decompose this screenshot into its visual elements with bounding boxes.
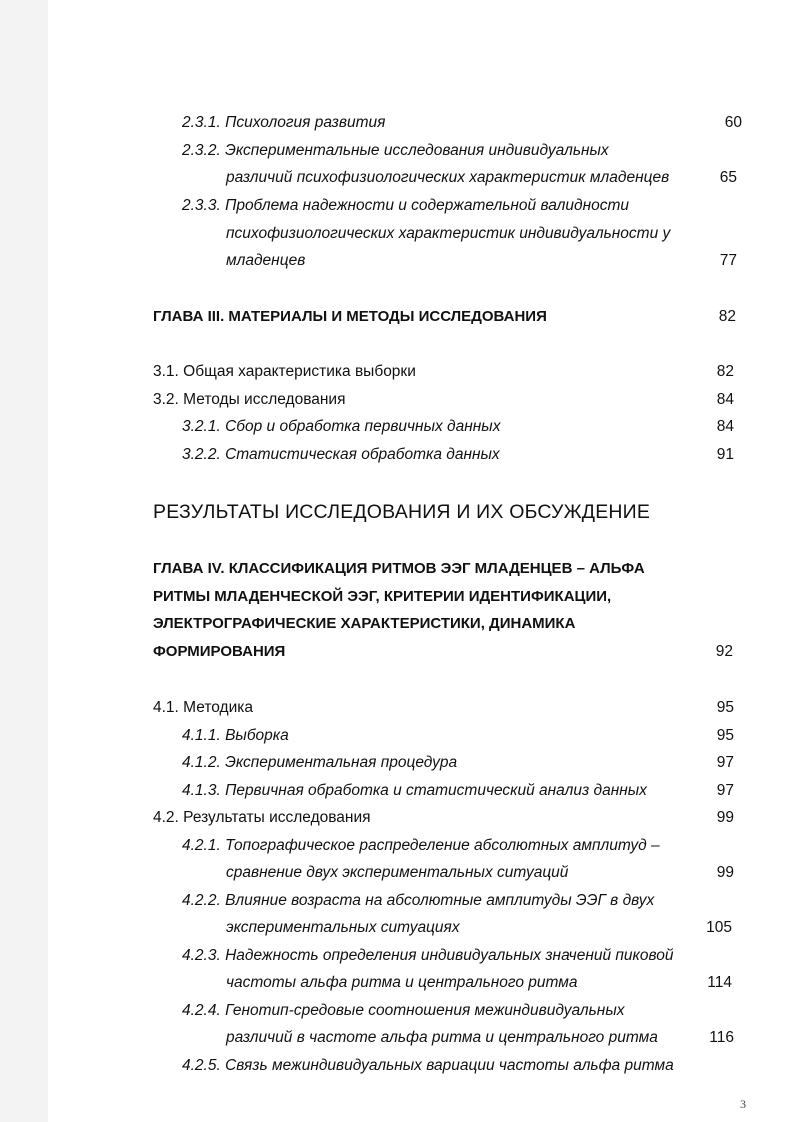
toc-entry-4-2-3-line1: 4.2.3. Надежность определения индивидуальных значений пиковой: [182, 947, 674, 964]
toc-entry-4-2-2-line1: 4.2.2. Влияние возраста на абсолютные амплитуды ЭЭГ в двух: [182, 892, 655, 909]
toc-page-2-3-2: 65: [719, 169, 737, 186]
toc-part-results: РЕЗУЛЬТАТЫ ИССЛЕДОВАНИЯ И ИХ ОБСУЖДЕНИЕ: [153, 501, 651, 523]
toc-page-3-2: 84: [716, 391, 734, 408]
toc-page-4-1-1: 95: [716, 727, 734, 744]
toc-page-4-1-3: 97: [716, 782, 734, 799]
toc-page-4-2: 99: [716, 809, 734, 826]
toc-entry-4-1: 4.1. Методика: [153, 699, 254, 716]
toc-chapter-4-line4: ФОРМИРОВАНИЯ: [153, 643, 286, 660]
toc-page-4-2-3: 114: [707, 974, 732, 991]
toc-entry-4-1-1: 4.1.1. Выборка: [182, 727, 289, 744]
toc-chapter-4-line1: ГЛАВА IV. КЛАССИФИКАЦИЯ РИТМОВ ЭЭГ МЛАДЕНЦЕВ – АЛЬФА: [153, 560, 645, 577]
toc-entry-4-1-3: 4.1.3. Первичная обработка и статистический анализ данных: [182, 782, 647, 799]
toc-entry-3-2: 3.2. Методы исследования: [153, 391, 346, 408]
toc-entry-2-3-1: 2.3.1. Психология развития: [182, 114, 386, 131]
toc-page-2-3-1: 60: [724, 114, 742, 131]
toc-page-2-3-3: 77: [719, 252, 737, 269]
toc-entry-4-2-5-line1: 4.2.5. Связь межиндивидуальных вариации частоты альфа ритма: [182, 1057, 674, 1074]
page-number: 3: [740, 1097, 746, 1111]
scan-margin: [0, 0, 48, 1122]
toc-page-4-1-2: 97: [716, 754, 734, 771]
toc-entry-4-2-4-line1: 4.2.4. Генотип-средовые соотношения межиндивидуальных: [182, 1002, 625, 1019]
toc-chapter-4-line2: РИТМЫ МЛАДЕНЧЕСКОЙ ЭЭГ, КРИТЕРИИ ИДЕНТИФИКАЦИИ,: [153, 588, 612, 605]
toc-entry-2-3-2-line1: 2.3.2. Экспериментальные исследования индивидуальных: [182, 142, 609, 159]
toc-page-3-2-2: 91: [716, 446, 734, 463]
toc-page-chapter-4: 92: [715, 643, 733, 660]
toc-chapter-3: ГЛАВА III. МАТЕРИАЛЫ И МЕТОДЫ ИССЛЕДОВАНИЯ: [153, 308, 547, 325]
toc-entry-4-2-2-line2: экспериментальных ситуациях: [226, 919, 460, 936]
toc-entry-3-2-2: 3.2.2. Статистическая обработка данных: [182, 446, 500, 463]
toc-entry-4-1-2: 4.1.2. Экспериментальная процедура: [182, 754, 458, 771]
toc-entry-2-3-3-line1: 2.3.3. Проблема надежности и содержательной валидности: [182, 197, 630, 214]
toc-entry-4-2-3-line2: частоты альфа ритма и центрального ритма: [226, 974, 578, 991]
toc-page-4-2-4: 116: [709, 1029, 734, 1046]
toc-entry-4-2: 4.2. Результаты исследования: [153, 809, 371, 826]
toc-entry-2-3-3-line3: младенцев: [226, 252, 306, 269]
toc-page-3-1: 82: [716, 363, 734, 380]
toc-entry-4-2-4-line2: различий в частоте альфа ритма и центрального ритма: [226, 1029, 658, 1046]
toc-entry-4-2-1-line1: 4.2.1. Топографическое распределение абсолютных амплитуд –: [182, 837, 660, 854]
toc-page-4-1: 95: [716, 699, 734, 716]
toc-entry-2-3-2-line2: различий психофизиологических характеристик младенцев: [226, 169, 670, 186]
toc-entry-3-1: 3.1. Общая характеристика выборки: [153, 363, 416, 380]
toc-page-chapter-3: 82: [718, 308, 736, 325]
toc-page-4-2-1: 99: [716, 864, 734, 881]
toc-entry-2-3-3-line2: психофизиологических характеристик индивидуальности у: [226, 225, 671, 242]
toc-page-4-2-2: 105: [706, 919, 732, 936]
toc-page-3-2-1: 84: [716, 418, 734, 435]
toc-chapter-4-line3: ЭЛЕКТРОГРАФИЧЕСКИЕ ХАРАКТЕРИСТИКИ, ДИНАМИКА: [153, 615, 576, 632]
toc-entry-4-2-1-line2: сравнение двух экспериментальных ситуаций: [226, 864, 569, 881]
toc-entry-3-2-1: 3.2.1. Сбор и обработка первичных данных: [182, 418, 501, 435]
